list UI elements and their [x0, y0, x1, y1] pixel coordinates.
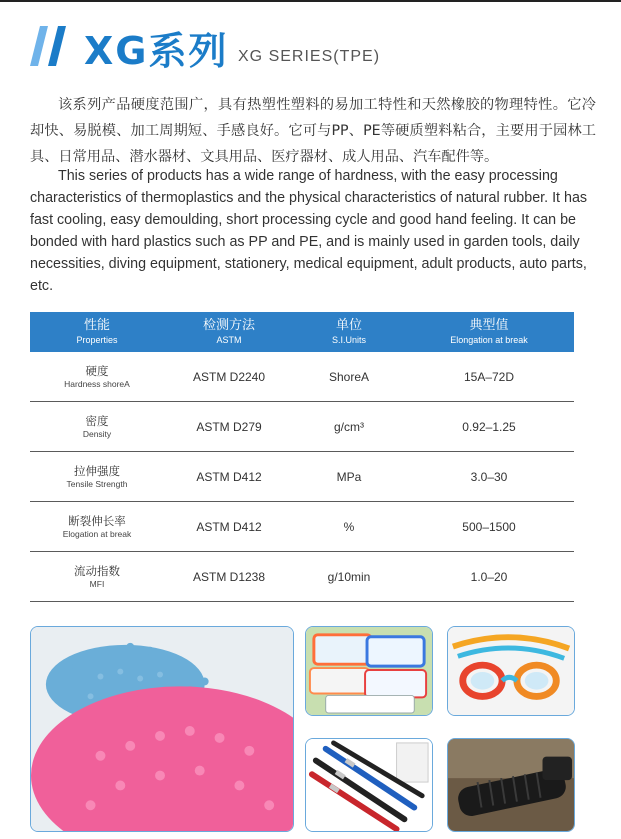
property-name-cn: 流动指数: [74, 563, 120, 578]
swim-goggles-photo: [447, 626, 575, 716]
property-cell: [30, 452, 164, 501]
unit-cell: %: [343, 519, 355, 534]
value-cell: 1.0–20: [470, 569, 508, 584]
property-name-en: Density: [82, 428, 112, 439]
property-name-cn: 密度: [85, 413, 109, 428]
property-name-en: Elogation at break: [62, 528, 132, 539]
column-header-astm: [164, 312, 294, 352]
page-subtitle: XG SERIES(TPE): [238, 48, 381, 65]
table-row: [30, 502, 574, 552]
handlebar-grip-photo: [447, 738, 575, 832]
intro-chinese: 该系列产品硬度范围广，具有热塑性塑料的易加工特性和天然橡胶的物理特性。它冷却快、易脱模、加工周期短、手感良好。它可与PP、PE等硬质塑料粘合，主要用于园林工具、日常用品、潜水器材、文具用品、医疗器材、成人用品、汽车配件等。: [30, 97, 596, 165]
value-cell: 0.92–1.25: [462, 419, 516, 434]
logo-slash-icon: [30, 26, 70, 66]
column-header-en: S.I.Units: [331, 335, 366, 345]
tpe-pellets-photo: [30, 626, 294, 832]
method-cell: ASTM D2240: [192, 369, 266, 384]
unit-cell: ShoreA: [328, 369, 370, 384]
column-header-en: Elongation at break: [450, 335, 528, 345]
column-header-cn: 性能: [83, 318, 110, 333]
column-header-cn: 单位: [335, 318, 362, 333]
value-cell: 3.0–30: [470, 469, 508, 484]
method-cell: ASTM D1238: [192, 569, 266, 584]
unit-cell: MPa: [336, 469, 362, 484]
intro-english: This series of products has a wide range of hardness, with the easy processing characteristics of thermoplastics and the physical characteristics of natural rubber. It has fast cooling, easy demoulding, short processing cycle and good hand feeling. It can be bonded with hard plastics such as PP and PE, and is mainly used in garden tools, daily necessities, diving equipment, stationery, medical equipment, adult products, auto parts, etc.: [30, 168, 588, 294]
property-name-en: MFI: [89, 578, 105, 589]
property-cell: [30, 502, 164, 551]
table-row: [30, 352, 574, 402]
column-header-en: Properties: [76, 335, 118, 345]
unit-cell: g/cm³: [334, 419, 364, 434]
pens-photo: [305, 738, 433, 832]
table-row: [30, 402, 574, 452]
table-header: [30, 312, 574, 352]
value-cell: 500–1500: [462, 519, 516, 534]
property-name-cn: 拉伸强度: [74, 463, 120, 478]
unit-cell: g/10min: [327, 569, 371, 584]
column-header-cn: 典型值: [469, 318, 509, 333]
property-cell: [30, 352, 164, 401]
method-cell: ASTM D412: [196, 469, 262, 484]
properties-table: [30, 312, 574, 602]
property-cell: [30, 552, 164, 601]
column-header-en: ASTM: [216, 335, 242, 345]
method-cell: ASTM D279: [196, 419, 262, 434]
column-header-units: [294, 312, 404, 352]
property-name-cn: 硬度: [85, 363, 109, 378]
table-row: [30, 452, 574, 502]
value-cell: 15A–72D: [463, 369, 515, 384]
column-header-typical-value: [404, 312, 574, 352]
page-title: XG系列: [84, 29, 229, 73]
column-header-properties: [30, 312, 164, 352]
table-row: [30, 552, 574, 602]
property-name-cn: 断裂伸长率: [68, 513, 126, 528]
method-cell: ASTM D412: [196, 519, 262, 534]
property-cell: [30, 402, 164, 451]
column-header-cn: 检测方法: [202, 318, 255, 333]
food-containers-photo: [305, 626, 433, 716]
property-name-en: Hardness shoreA: [64, 378, 130, 389]
property-name-en: Tensile Strength: [66, 478, 128, 489]
top-border: [0, 0, 621, 2]
